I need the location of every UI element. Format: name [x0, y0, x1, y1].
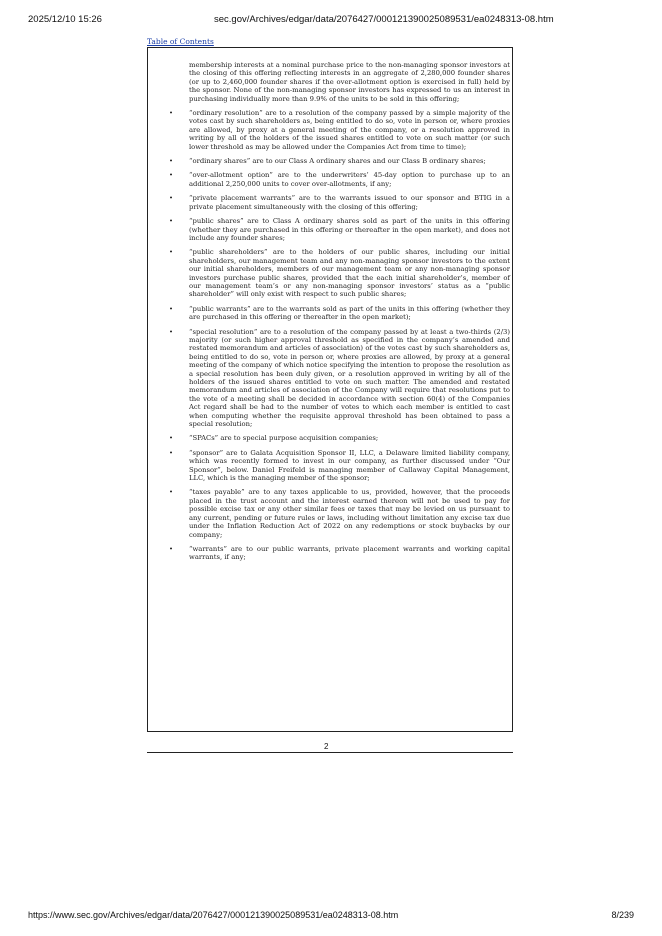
list-item-text: “over-allotment option” are to the underwriters’ 45-day option to purchase up to an additional 2,250,000 units to cover over-allotments, if any;	[189, 171, 510, 188]
bullet-icon: •	[169, 171, 174, 180]
lead-paragraph: membership interests at a nominal purchase price to the non-managing sponsor investors at the closing of this offering reflecting interests in an aggregate of 2,280,000 founder shares (or up to 2,460,000 founder shares if the over-allotment option is exercised in full) held by the sponsor. None of the non-managing sponsor investors has expressed to us an interest in purchasing individually more than 9.9% of the units to be sold in this offering;	[189, 61, 510, 103]
list-item-text: “public shares” are to Class A ordinary shares sold as part of the units in this offering (whether they are purchased in this offering or thereafter in the open market), and does not include any founder shares;	[189, 217, 510, 242]
list-item	[168, 449, 510, 483]
list-item	[168, 217, 510, 242]
list-item-text: “taxes payable” are to any taxes applicable to us, provided, however, that the proceeds placed in the trust account and the interest earned thereon will not be used to pay for possible excise tax or any other similar fees or taxes that may be levied on us pursuant to any current, pending or future rules or laws, including without limitation any excise tax due under the Inflation Reduction Act of 2022 on any redemptions or stock buybacks by our company;	[189, 488, 510, 539]
list-item-text: “public shareholders” are to the holders of our public shares, including our initial shareholders, our management team and any non-managing sponsor investors to the extent our initial shareholders, members of our management team or any non-managing sponsor investors purchase public shares, provided that the each initial shareholder’s, member of our management team’s or any non-managing sponsor investors’ status as a “public shareholder” will only exist with respect to such public shares;	[189, 248, 510, 299]
list-item-text: “warrants” are to our public warrants, private placement warrants and working capital warrants, if any;	[189, 544, 510, 562]
bullet-icon: •	[169, 217, 174, 226]
bullet-icon: •	[169, 304, 174, 313]
list-item-text: “sponsor” are to Galata Acquisition Sponsor II, LLC, a Delaware limited liability company, which was recently formed to invest in our company, as further discussed under “Our Sponsor”, below. Daniel Freifeld is managing member of Callaway Capital Management, LLC, which is the managing member of the sponsor;	[189, 448, 510, 483]
list-item	[168, 545, 510, 562]
page-number: 2	[324, 742, 329, 751]
bullet-icon: •	[169, 488, 174, 497]
bullet-icon: •	[169, 157, 174, 166]
print-url: https://www.sec.gov/Archives/edgar/data/2076427/000121390025089531/ea0248313-08.htm	[28, 910, 399, 920]
list-item-text: “private placement warrants” are to the warrants issued to our sponsor and BTIG in a private placement simultaneously with the closing of this offering;	[189, 194, 510, 211]
bullet-icon: •	[169, 109, 174, 118]
list-item-text: “public warrants” are to the warrants sold as part of the units in this offering (whether they are purchased in this offering or thereafter in the open market);	[189, 304, 510, 322]
list-item	[168, 171, 510, 188]
print-page-title: sec.gov/Archives/edgar/data/2076427/000121390025089531/ea0248313-08.htm	[214, 14, 554, 25]
print-page-count: 8/239	[611, 910, 634, 920]
table-of-contents-link[interactable]: Table of Contents	[147, 37, 214, 46]
bullet-icon: •	[169, 248, 174, 257]
bullet-icon: •	[169, 327, 174, 336]
list-item	[168, 194, 510, 211]
list-item	[168, 305, 510, 322]
list-item-text: “ordinary shares” are to our Class A ordinary shares and our Class B ordinary shares;	[189, 157, 486, 166]
page-divider	[147, 752, 513, 753]
list-item	[168, 109, 510, 151]
list-item	[168, 434, 510, 442]
list-item-text: “SPACs” are to special purpose acquisition companies;	[189, 434, 379, 443]
list-item-text: “special resolution” are to a resolution of the company passed by at least a two-thirds (2/3) majority (or such higher approval threshold as specified in the company’s amended and restated memorandum and articles of association) of the votes cast by such shareholders as, being entitled to do so, vote in person or, where proxies are allowed, by proxy at a general meeting of the company of which notice specifying the intention to propose the resolution as a special resolution has been duly given, or a resolution approved in writing by all of the holders of the issued shares entitled to vote on such matter. The amended and restated memorandum and articles of association of the Company will require that resolutions put to the vote of a meeting shall be decided in accordance with section 60(4) of the Companies Act regard shall be had to the number of votes to which each member is entitled to cast when computing whether the requisite approval threshold has been obtained to pass a special resolution;	[189, 327, 510, 429]
bullet-icon: •	[169, 544, 174, 553]
bullet-icon: •	[169, 434, 174, 443]
definitions-list	[168, 61, 510, 568]
list-item	[168, 248, 510, 298]
list-item	[168, 157, 510, 165]
list-item	[168, 328, 510, 429]
print-datetime: 2025/12/10 15:26	[28, 14, 102, 25]
bullet-icon: •	[169, 194, 174, 203]
list-item-text: “ordinary resolution” are to a resolution of the company passed by a simple majority of the votes cast by such shareholders as, being entitled to do so, vote in person or, where proxies are allowed, by proxy at a general meeting of the company, or a resolution approved in writing by all of the holders of the issued shares entitled to vote on such matter (or such lower threshold as may be allowed under the Companies Act from time to time);	[189, 109, 510, 151]
bullet-icon: •	[169, 448, 174, 457]
list-item	[168, 488, 510, 538]
